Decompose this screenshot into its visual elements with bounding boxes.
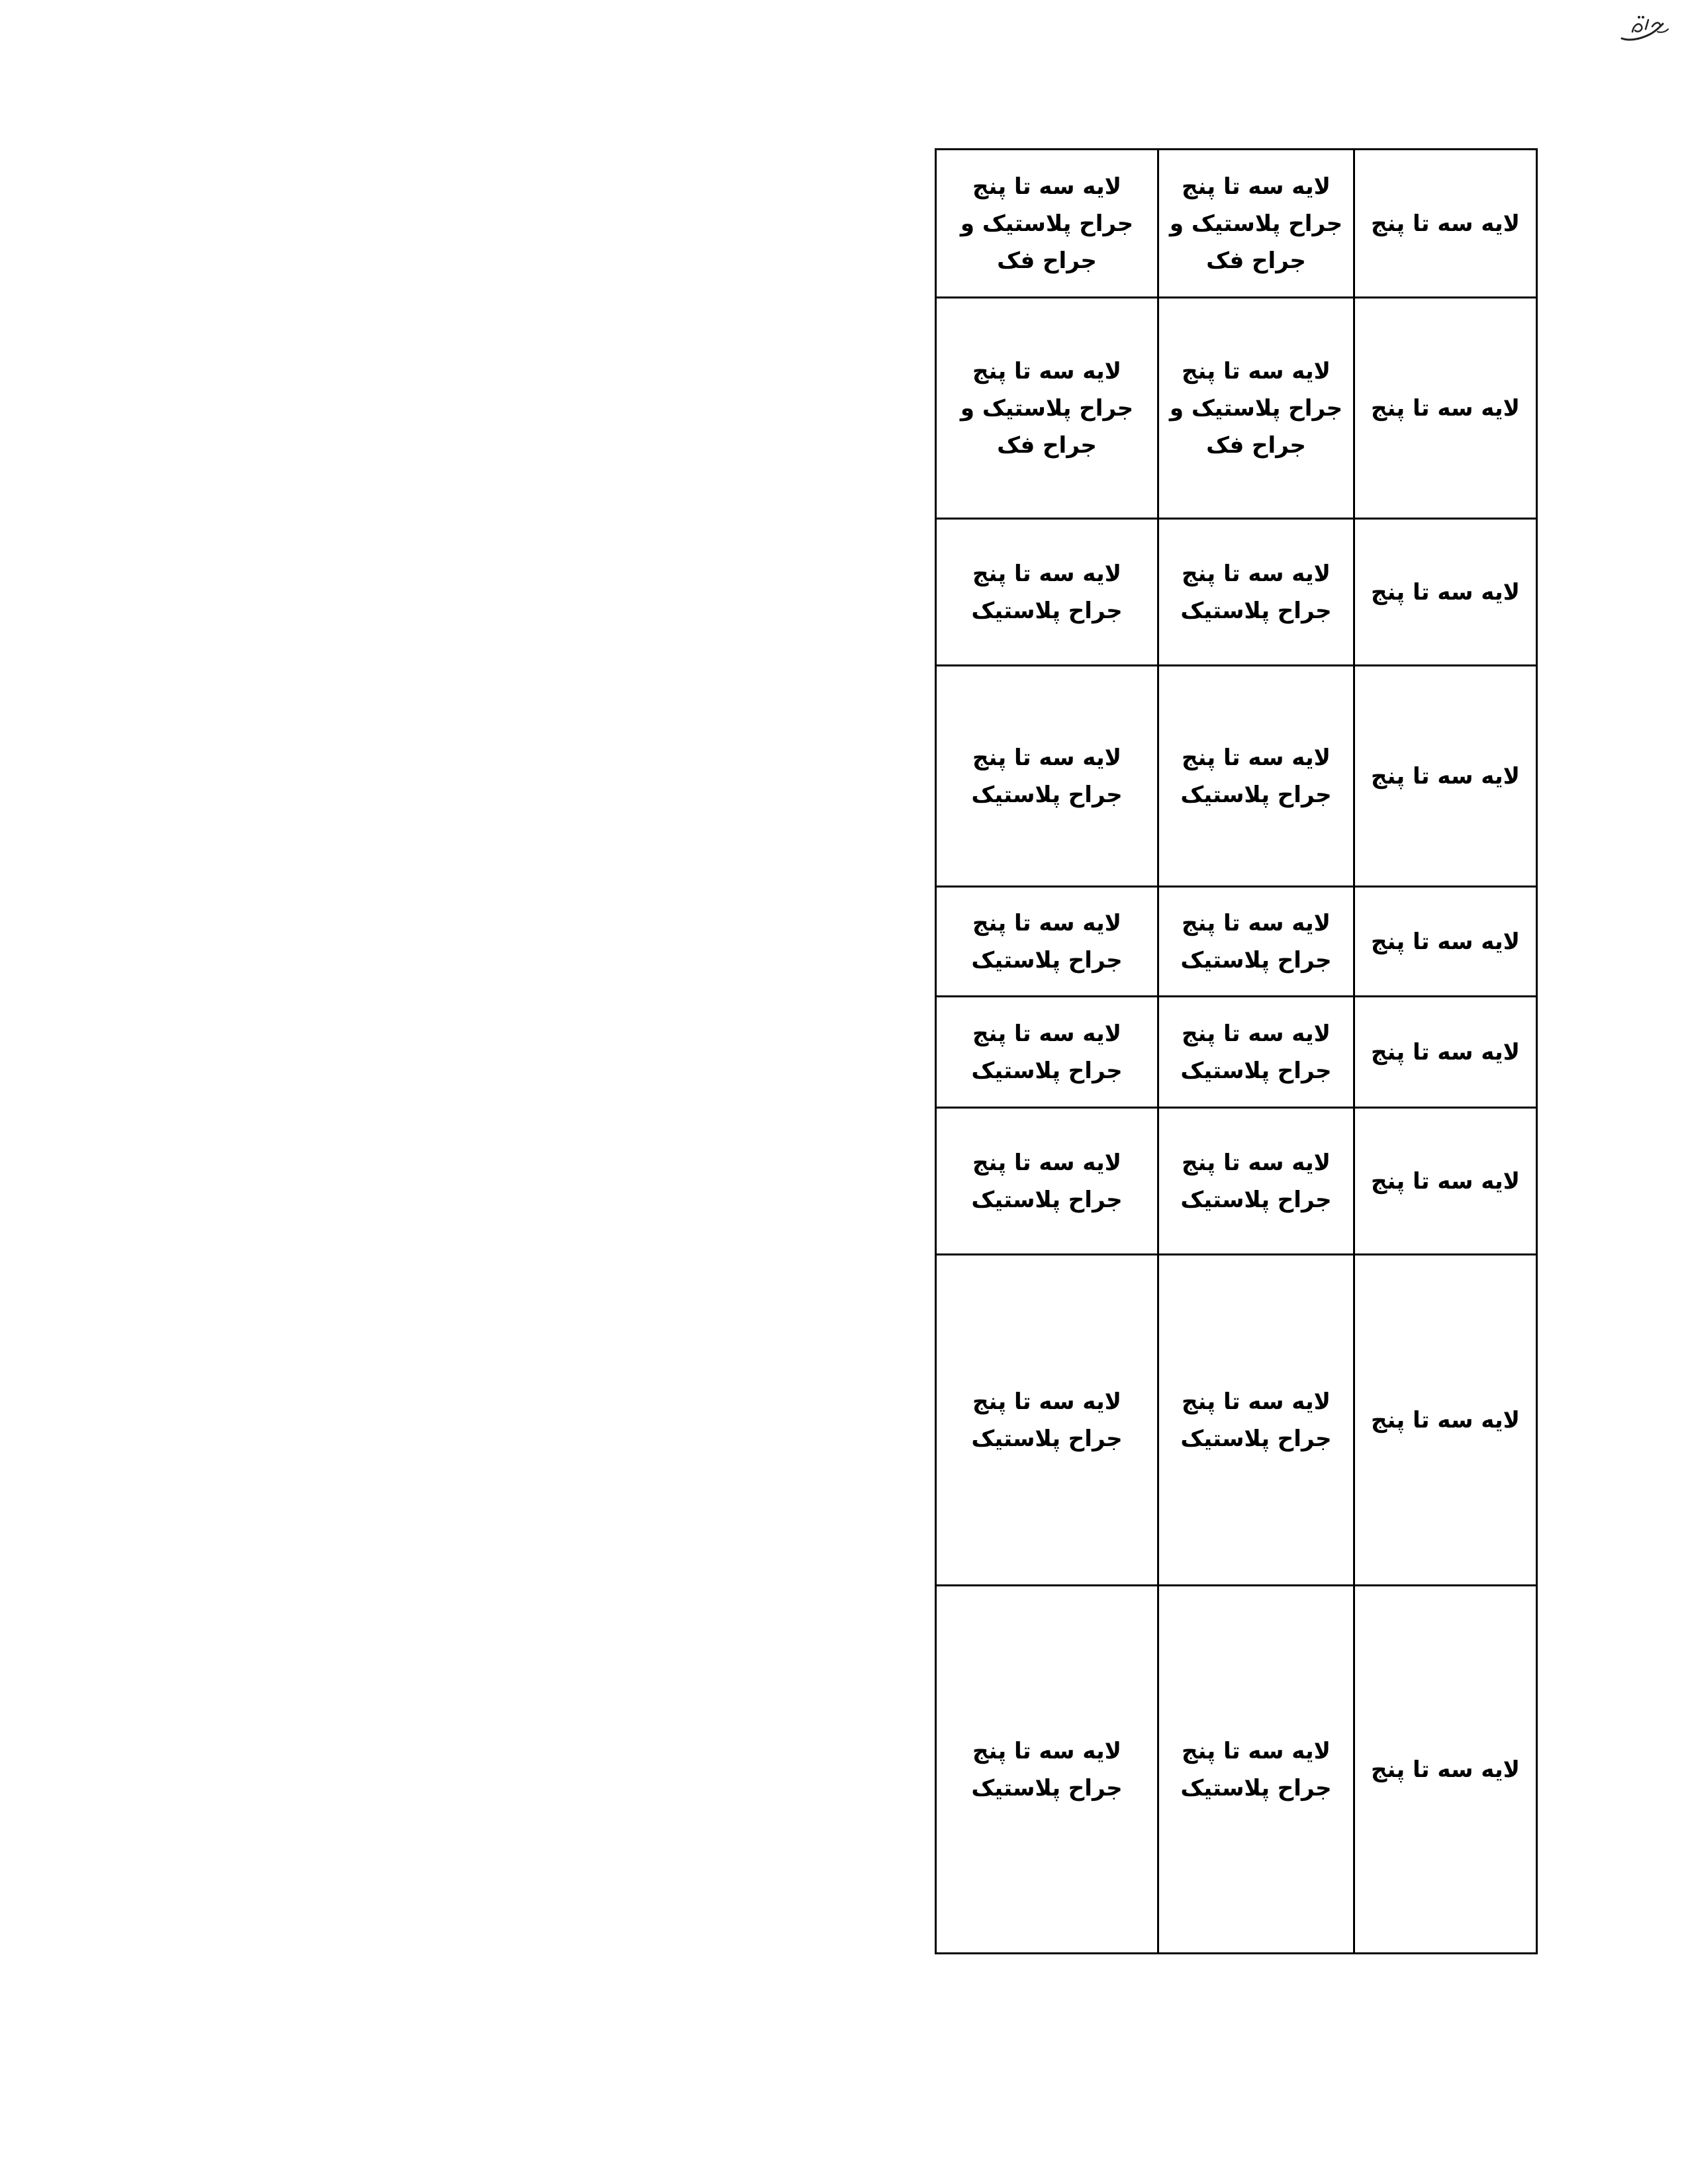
table-cell: لایه سه تا پنج جراح پلاستیک [936,1255,1158,1586]
table-cell: لایه سه تا پنج [1354,997,1537,1108]
table-cell: لایه سه تا پنج جراح پلاستیک [936,666,1158,887]
table-cell: لایه سه تا پنج [1354,1255,1537,1586]
table-cell: لایه سه تا پنج [1354,519,1537,666]
table-cell: لایه سه تا پنج جراح پلاستیک [936,1586,1158,1954]
table-row [936,298,1537,519]
table-cell: لایه سه تا پنج [1354,887,1537,997]
table-cell: لایه سه تا پنج جراح پلاستیک [1158,1586,1354,1954]
table-cell: لایه سه تا پنج [1354,298,1537,519]
table-row [936,1108,1537,1255]
table-cell: لایه سه تا پنج جراح پلاستیک و جراح فک [1158,298,1354,519]
table-cell: لایه سه تا پنج جراح پلاستیک [936,997,1158,1108]
table-cell: لایه سه تا پنج جراح پلاستیک [936,519,1158,666]
table-cell: لایه سه تا پنج جراح پلاستیک و جراح فک [936,150,1158,298]
table-cell: لایه سه تا پنج [1354,1586,1537,1954]
table-cell: لایه سه تا پنج جراح پلاستیک [1158,1108,1354,1255]
table-row [936,997,1537,1108]
table-cell: لایه سه تا پنج [1354,1108,1537,1255]
table-cell: لایه سه تا پنج جراح پلاستیک و جراح فک [1158,150,1354,298]
table-row [936,1586,1537,1954]
table-row [936,887,1537,997]
table-cell: لایه سه تا پنج جراح پلاستیک [1158,519,1354,666]
table-row [936,666,1537,887]
table-row [936,150,1537,298]
table-cell: لایه سه تا پنج جراح پلاستیک [1158,997,1354,1108]
table-cell: لایه سه تا پنج [1354,666,1537,887]
table-cell: لایه سه تا پنج جراح پلاستیک [936,887,1158,997]
signature-logo-icon [1619,12,1671,46]
table-cell: لایه سه تا پنج جراح پلاستیک و جراح فک [936,298,1158,519]
table-cell: لایه سه تا پنج [1354,150,1537,298]
table-cell: لایه سه تا پنج جراح پلاستیک [1158,666,1354,887]
data-table [935,148,1538,1954]
table-cell: لایه سه تا پنج جراح پلاستیک [936,1108,1158,1255]
table-cell: لایه سه تا پنج جراح پلاستیک [1158,1255,1354,1586]
table-row [936,519,1537,666]
table-row [936,1255,1537,1586]
table-cell: لایه سه تا پنج جراح پلاستیک [1158,887,1354,997]
